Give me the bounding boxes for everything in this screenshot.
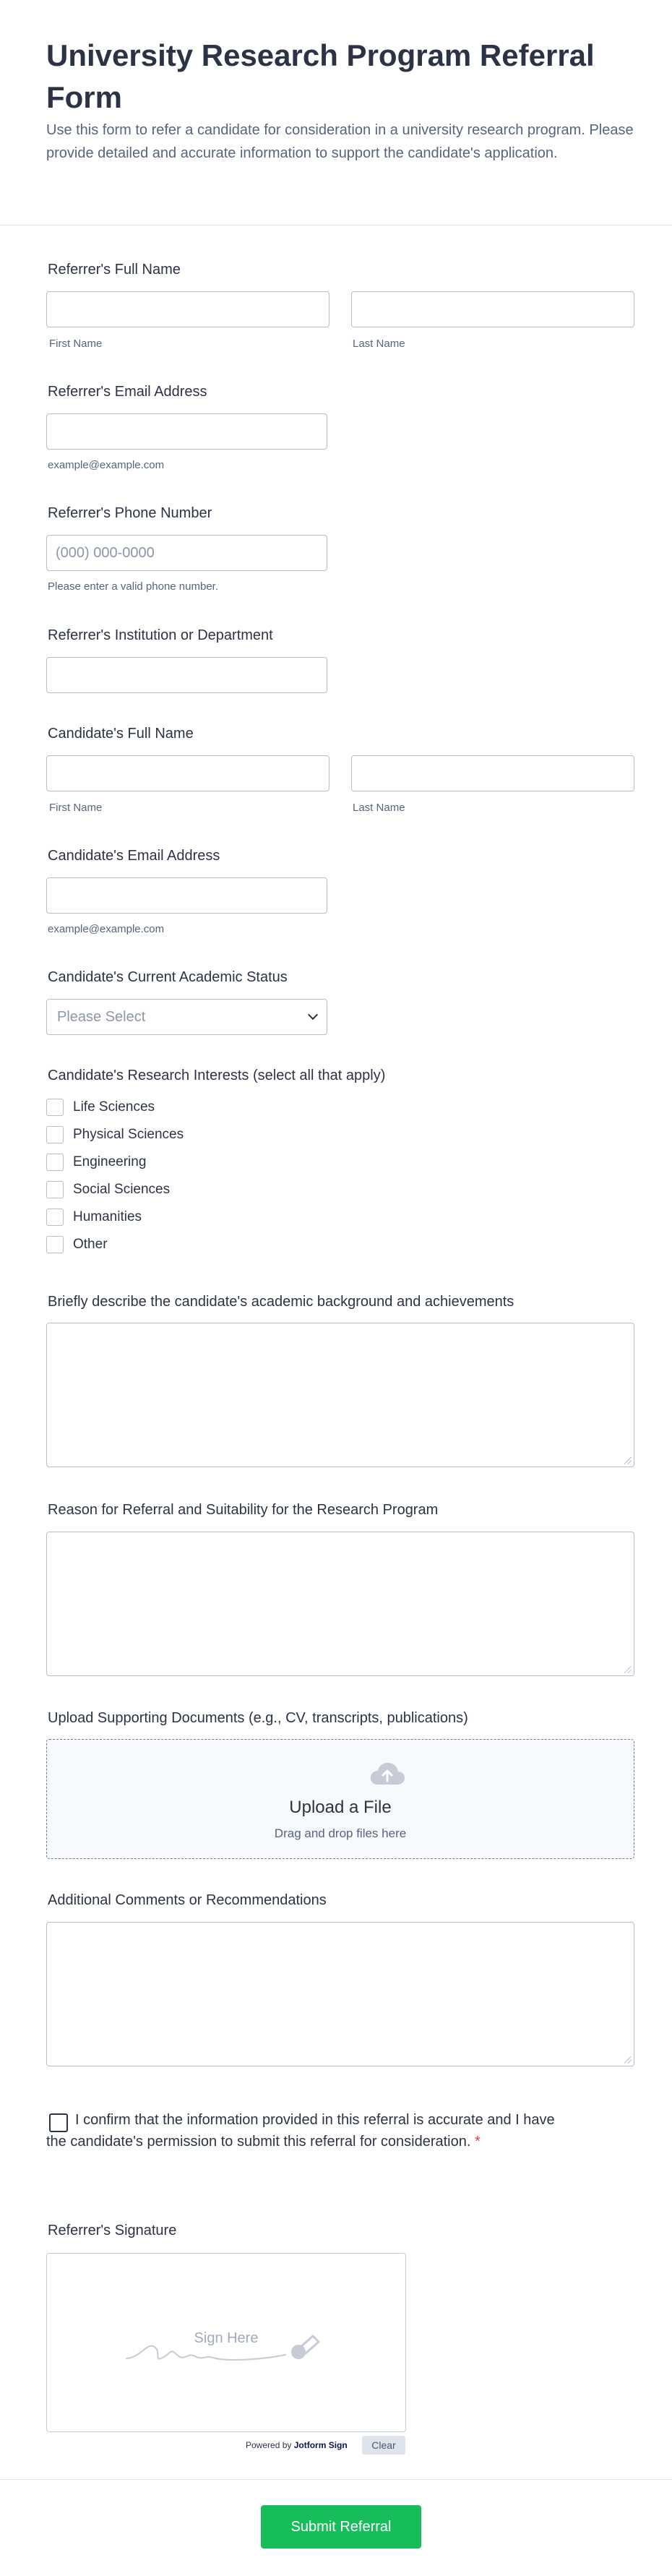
background-label: Briefly describe the candidate's academic background and achievements	[48, 1294, 514, 1310]
checkbox-label: Life Sciences	[73, 1099, 155, 1115]
signature-label: Referrer's Signature	[48, 2223, 177, 2238]
reason-textarea[interactable]	[46, 1532, 634, 1676]
upload-subtitle: Drag and drop files here	[274, 1826, 407, 1840]
candidate-name-label: Candidate's Full Name	[48, 726, 194, 742]
checkbox-engineering[interactable]	[46, 1152, 146, 1172]
referrer-institution-label: Referrer's Institution or Department	[48, 627, 273, 643]
file-upload-dropzone[interactable]	[46, 1739, 634, 1859]
checkbox-box[interactable]	[46, 1236, 64, 1253]
confirm-text	[46, 2109, 567, 2152]
checkbox-label: Other	[73, 1237, 108, 1252]
upload-title: Upload a File	[289, 1798, 392, 1817]
form-title: University Research Program Referral Form	[46, 38, 595, 114]
required-asterisk: *	[475, 2134, 481, 2150]
checkbox-box[interactable]	[46, 1208, 64, 1226]
referrer-phone-label: Referrer's Phone Number	[48, 505, 212, 521]
powered-by-text	[246, 2440, 348, 2450]
reason-label: Reason for Referral and Suitability for the Research Program	[48, 1502, 439, 1518]
referrer-email-input[interactable]	[46, 413, 327, 450]
confirm-statement: I confirm that the information provided in this referral is accurate and I have the candidate's permission to submit this referral for consideration.	[46, 2112, 555, 2150]
referrer-email-label: Referrer's Email Address	[48, 384, 207, 400]
candidate-first-name-sublabel: First Name	[49, 802, 103, 814]
checkbox-box[interactable]	[46, 1181, 64, 1198]
powered-by-label: Powered by	[246, 2440, 292, 2450]
research-interests-label: Candidate's Research Interests (select all that apply)	[48, 1068, 386, 1083]
checkbox-label: Social Sciences	[73, 1182, 171, 1197]
upload-label: Upload Supporting Documents (e.g., CV, transcripts, publications)	[48, 1710, 468, 1726]
candidate-first-name-input[interactable]	[46, 755, 329, 791]
referrer-phone-input[interactable]	[46, 535, 327, 571]
form-header	[0, 0, 672, 226]
academic-status-select[interactable]	[46, 999, 327, 1035]
academic-status-selected: Please Select	[57, 1008, 146, 1025]
jotform-sign-brand: Jotform Sign	[293, 2440, 348, 2450]
checkbox-humanities[interactable]	[46, 1207, 142, 1227]
form-description: Use this form to refer a candidate for consideration in a university research program. Please provide detailed and accurate information to support the candidate's application.	[46, 122, 634, 161]
signature-pad[interactable]	[46, 2253, 406, 2432]
checkbox-box[interactable]	[46, 1154, 64, 1171]
referrer-last-name-sublabel: Last Name	[353, 338, 405, 350]
candidate-last-name-sublabel: Last Name	[353, 802, 405, 814]
referrer-name-label: Referrer's Full Name	[48, 262, 181, 278]
checkbox-label: Engineering	[73, 1154, 147, 1169]
cloud-upload-icon	[369, 1761, 405, 1786]
resize-handle-icon[interactable]	[624, 1457, 632, 1464]
form-footer	[0, 2479, 672, 2576]
comments-textarea[interactable]	[46, 1922, 634, 2066]
checkbox-social-sciences[interactable]	[46, 1180, 170, 1200]
referrer-first-name-input[interactable]	[46, 291, 329, 327]
checkbox-box[interactable]	[46, 1099, 64, 1116]
referrer-institution-input[interactable]	[46, 657, 327, 693]
checkbox-label: Physical Sciences	[73, 1127, 184, 1142]
academic-status-label: Candidate's Current Academic Status	[48, 969, 288, 985]
background-textarea[interactable]	[46, 1323, 634, 1467]
resize-handle-icon[interactable]	[624, 2056, 632, 2064]
referrer-email-hint: example@example.com	[48, 459, 165, 471]
referrer-last-name-input[interactable]	[351, 291, 634, 327]
candidate-last-name-input[interactable]	[351, 755, 634, 791]
checkbox-box[interactable]	[46, 1126, 64, 1143]
comments-label: Additional Comments or Recommendations	[48, 1892, 327, 1908]
submit-button[interactable]: Submit Referral	[261, 2505, 421, 2549]
candidate-email-hint: example@example.com	[48, 923, 165, 935]
clear-signature-button[interactable]: Clear	[362, 2436, 405, 2455]
resize-handle-icon[interactable]	[624, 1666, 632, 1673]
checkbox-physical-sciences[interactable]	[46, 1125, 184, 1145]
candidate-email-label: Candidate's Email Address	[48, 848, 220, 864]
checkbox-other[interactable]	[46, 1235, 108, 1255]
checkbox-life-sciences[interactable]	[46, 1097, 155, 1117]
referrer-phone-hint: Please enter a valid phone number.	[48, 580, 218, 593]
checkbox-label: Humanities	[73, 1209, 142, 1224]
referrer-first-name-sublabel: First Name	[49, 338, 103, 350]
chevron-down-icon	[308, 1010, 318, 1020]
candidate-email-input[interactable]	[46, 877, 327, 914]
signature-placeholder: Sign Here	[194, 2330, 259, 2346]
